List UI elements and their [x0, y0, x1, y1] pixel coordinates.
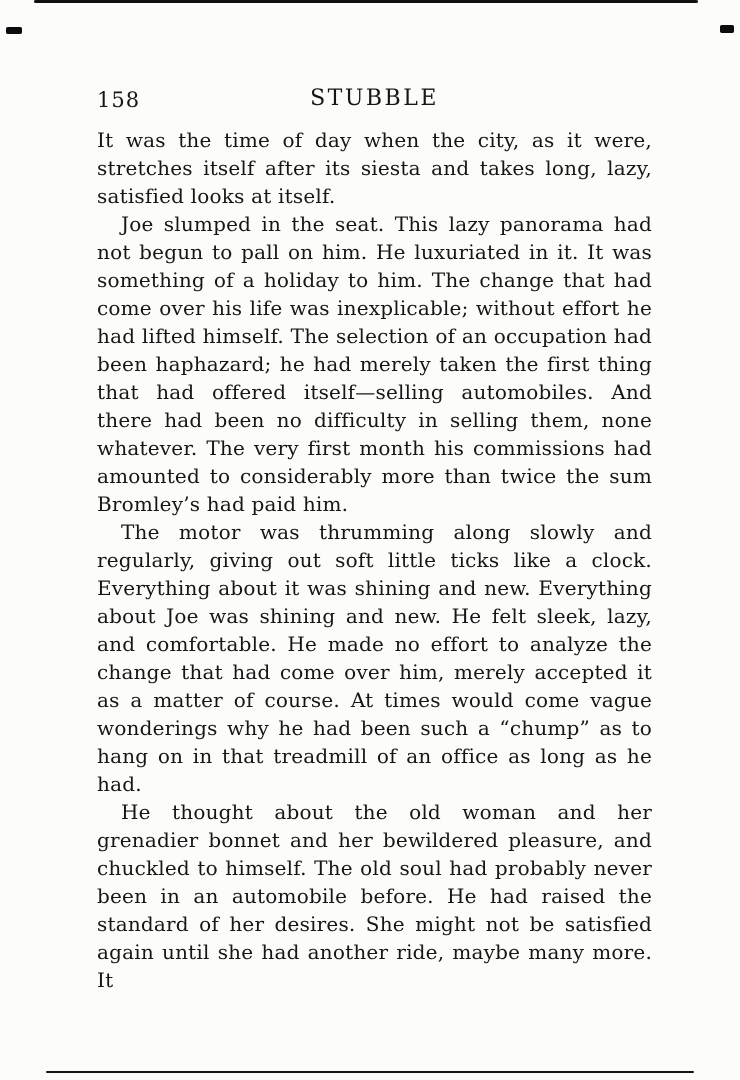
scan-artifact-bottom-edge: [46, 1071, 694, 1073]
scan-artifact-top-edge: [34, 0, 698, 3]
paragraph: Joe slumped in the seat. This lazy panorama had not begun to pall on him. He luxuriated in it. It was something of a holiday to him. The change that had come over his life was inexplicable; without effort he had lifted himself. The selection of an occupation had been haphazard; he had merely taken the first thing that had offered itself—selling automobiles. And there had been no difficulty in selling them, none whatever. The very first month his commissions had amounted to considerably more than twice the sum Bromley’s had paid him.: [97, 212, 652, 516]
paragraph: He thought about the old woman and her grenadier bonnet and her bewildered pleasure, and chuckled to himself. The old soul had probably never been in an automobile before. He had raised the standard of her desires. She might not be satisfied again until she had another ride, maybe many more. It: [97, 800, 652, 992]
body-text: [97, 126, 652, 994]
paragraph: It was the time of day when the city, as it were, stretches itself after its siesta and takes long, lazy, satisfied looks at itself.: [97, 128, 652, 208]
paragraph: The motor was thrumming along slowly and regularly, giving out soft little ticks like a clock. Everything about it was shining and new. Everything about Joe was shining and new. He felt sleek, lazy, and comfortable. He made no effort to analyze the change that had come over him, merely accepted it as a matter of course. At times would come vague wonderings why he had been such a “chump” as to hang on in that treadmill of an office as long as he had.: [97, 520, 652, 796]
running-title: STUBBLE: [310, 86, 439, 111]
page-header: [97, 86, 652, 120]
scan-artifact-top-left: [6, 27, 22, 34]
page-number: 158: [97, 88, 141, 112]
scan-artifact-top-right: [720, 25, 734, 33]
